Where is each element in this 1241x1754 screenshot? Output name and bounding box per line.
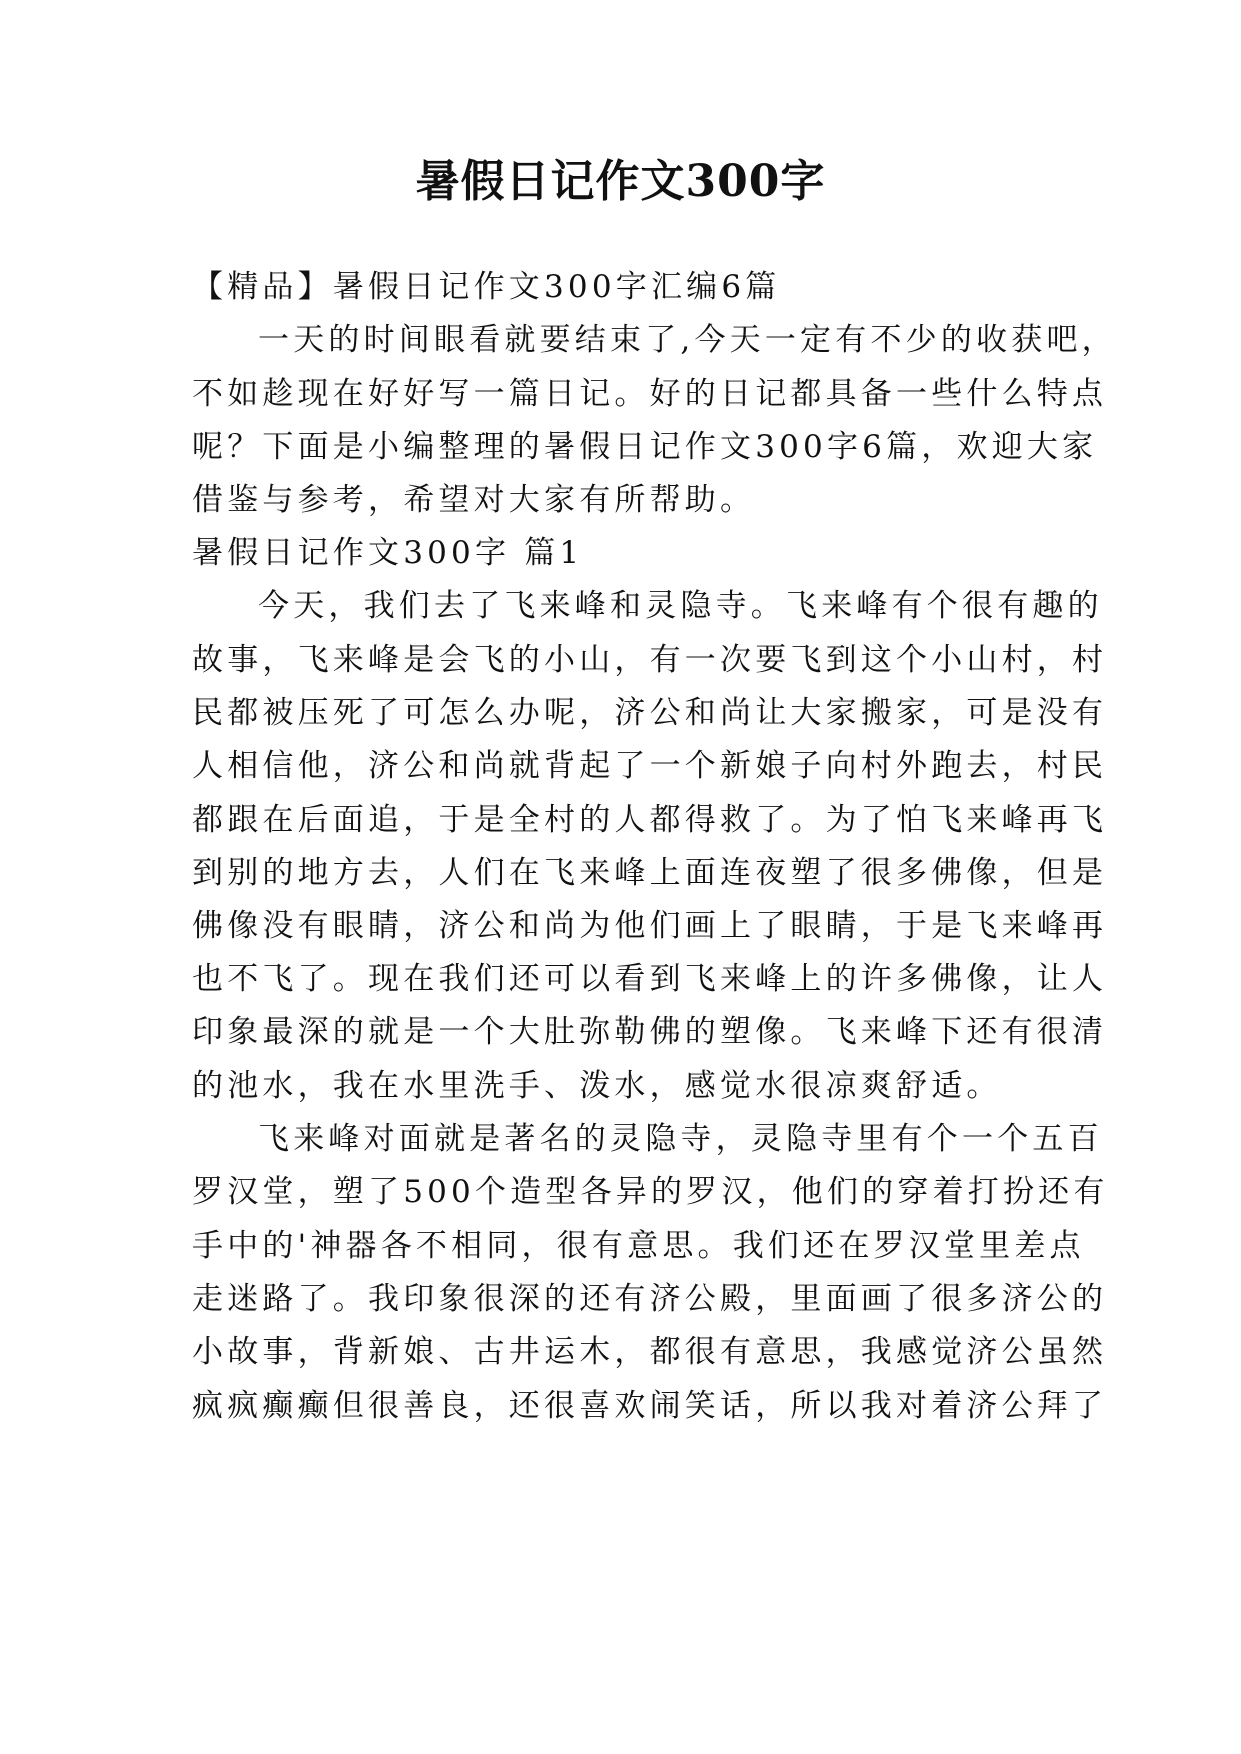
body-paragraph-line: 人相信他，济公和尚就背起了一个新娘子向村外跑去，村民 bbox=[192, 748, 1108, 784]
body-paragraph-line: 走迷路了。我印象很深的还有济公殿，里面画了很多济公的 bbox=[192, 1281, 1108, 1317]
intro-heading: 【精品】暑假日记作文300字汇编6篇 bbox=[192, 269, 781, 305]
body-paragraph-line: 罗汉堂，塑了500个造型各异的罗汉，他们的穿着打扮还有 bbox=[192, 1174, 1109, 1210]
body-paragraph-line: 佛像没有眼睛，济公和尚为他们画上了眼睛，于是飞来峰再 bbox=[192, 908, 1108, 944]
body-paragraph-line: 飞来峰对面就是著名的灵隐寺，灵隐寺里有个一个五百 bbox=[258, 1121, 1103, 1157]
intro-paragraph-line: 呢？下面是小编整理的暑假日记作文300字6篇，欢迎大家 bbox=[192, 429, 1098, 465]
body-paragraph-line: 到别的地方去，人们在飞来峰上面连夜塑了很多佛像，但是 bbox=[192, 855, 1108, 891]
body-paragraph-line: 民都被压死了可怎么办呢，济公和尚让大家搬家，可是没有 bbox=[192, 695, 1108, 731]
section-heading: 暑假日记作文300字 篇1 bbox=[192, 535, 584, 571]
body-paragraph-line: 都跟在后面追，于是全村的人都得救了。为了怕飞来峰再飞 bbox=[192, 802, 1108, 838]
document-title: 暑假日记作文300字 bbox=[415, 156, 826, 207]
body-paragraph-line: 疯疯癫癫但很善良，还很喜欢闹笑话，所以我对着济公拜了 bbox=[192, 1388, 1108, 1424]
intro-paragraph-line: 借鉴与参考，希望对大家有所帮助。 bbox=[192, 482, 756, 518]
body-paragraph-line: 小故事，背新娘、古井运木，都很有意思，我感觉济公虽然 bbox=[192, 1334, 1108, 1370]
intro-paragraph-line: 一天的时间眼看就要结束了,今天一定有不少的收获吧， bbox=[258, 322, 1117, 358]
body-paragraph-line: 印象最深的就是一个大肚弥勒佛的塑像。飞来峰下还有很清 bbox=[192, 1014, 1108, 1050]
body-paragraph-line: 也不飞了。现在我们还可以看到飞来峰上的许多佛像，让人 bbox=[192, 961, 1108, 997]
body-paragraph-line: 手中的'神器各不相同，很有意思。我们还在罗汉堂里差点 bbox=[192, 1228, 1085, 1264]
intro-paragraph-line: 不如趁现在好好写一篇日记。好的日记都具备一些什么特点 bbox=[192, 376, 1108, 412]
body-paragraph-line: 故事，飞来峰是会飞的小山，有一次要飞到这个小山村，村 bbox=[192, 642, 1108, 678]
body-paragraph-line: 今天，我们去了飞来峰和灵隐寺。飞来峰有个很有趣的 bbox=[258, 588, 1103, 624]
body-paragraph-line: 的池水，我在水里洗手、泼水，感觉水很凉爽舒适。 bbox=[192, 1068, 1002, 1104]
